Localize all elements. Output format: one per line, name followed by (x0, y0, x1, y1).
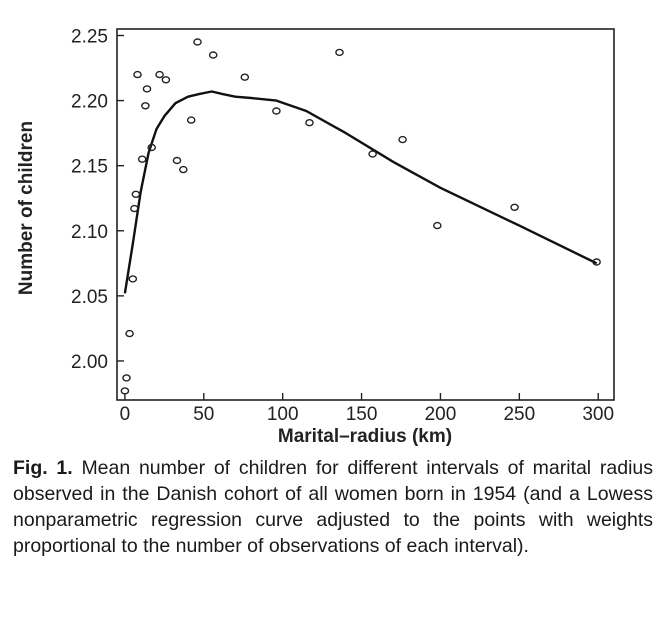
y-tick-label: 2.00 (71, 351, 108, 373)
data-point (273, 108, 280, 114)
y-tick-label: 2.20 (71, 91, 108, 113)
data-point (511, 204, 518, 210)
y-tick-label: 2.25 (71, 26, 108, 48)
data-point (173, 158, 180, 164)
data-point (142, 103, 149, 109)
data-point (139, 156, 146, 162)
data-point (143, 86, 150, 92)
data-point (369, 151, 376, 157)
data-point (399, 137, 406, 143)
data-point (126, 331, 133, 337)
data-point (336, 49, 343, 55)
data-point (306, 120, 313, 126)
data-point (194, 39, 201, 45)
scatter-points-layer (121, 39, 600, 394)
data-point (188, 117, 195, 123)
data-point (162, 77, 169, 83)
data-point (210, 52, 217, 58)
data-point (134, 72, 141, 78)
x-tick-label: 200 (424, 404, 457, 425)
data-point (131, 206, 138, 212)
y-tick-label: 2.15 (71, 156, 108, 178)
x-tick-label: 250 (503, 404, 536, 425)
x-tick-label: 300 (582, 404, 615, 425)
lowess-curve (125, 92, 597, 294)
x-tick-label: 150 (345, 404, 378, 425)
plot-frame (117, 29, 614, 400)
data-point (434, 223, 441, 229)
x-axis-title: Marital–radius (km) (277, 426, 453, 447)
caption-text: Mean number of children for different intervals of marital radius observed in the Danish cohort of all women born in 1954 (and a Lowess nonparametric regression curve adjusted to the points with weights proportional to the number of observations of each interval). (13, 457, 653, 557)
x-axis (120, 393, 614, 425)
y-axis-title: Number of children (16, 120, 37, 296)
y-tick-label: 2.10 (71, 221, 108, 243)
y-tick-label: 2.05 (71, 286, 108, 308)
x-tick-label: 100 (266, 404, 299, 425)
data-point (241, 74, 248, 80)
y-axis (71, 27, 124, 373)
data-point (156, 72, 163, 78)
figure-caption (13, 455, 653, 559)
data-point (180, 167, 187, 173)
data-point (129, 276, 136, 282)
figure-label: Fig. 1. (13, 457, 73, 479)
x-tick-label: 50 (193, 404, 215, 425)
lowess-curve-layer (125, 92, 597, 294)
data-point (123, 375, 130, 381)
x-tick-label: 0 (119, 404, 131, 425)
data-point (132, 191, 139, 197)
